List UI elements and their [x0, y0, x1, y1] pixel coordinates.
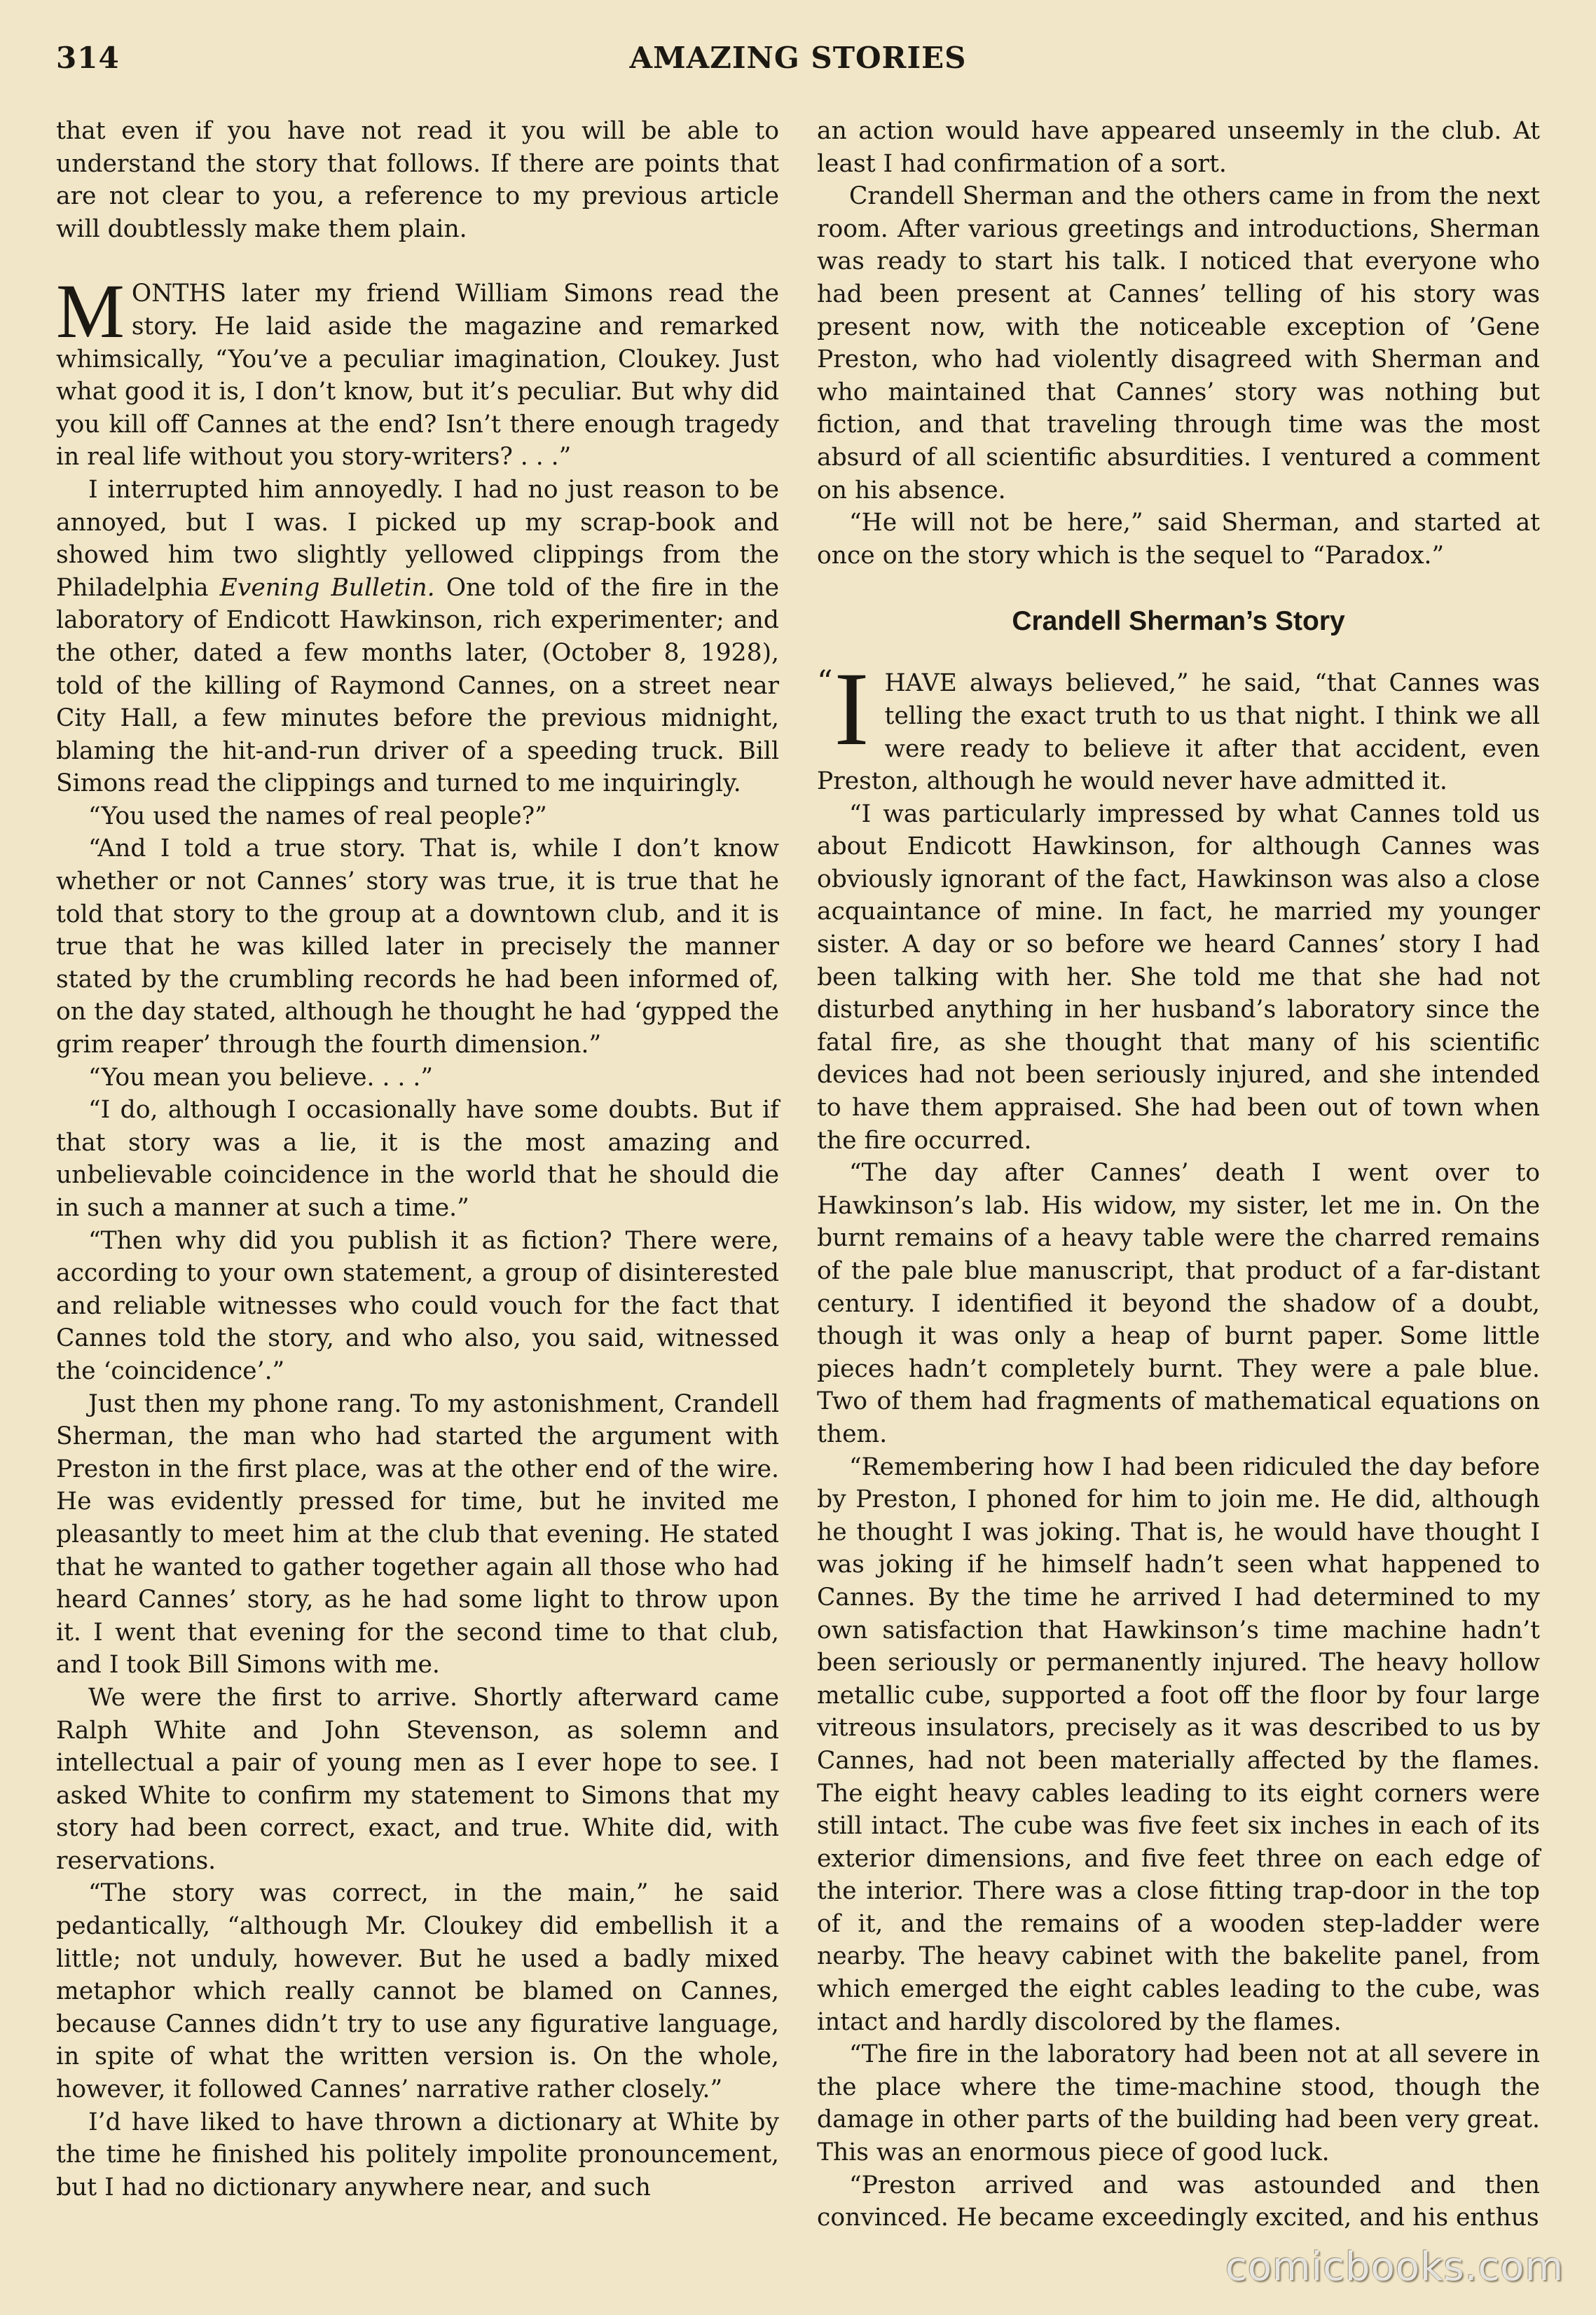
paragraph: “He will not be here,” said Sherman, and started at once on the story which is the sequel to “Paradox.” — [817, 509, 1540, 570]
paragraph: “You mean you believe. . . .” — [88, 1063, 433, 1092]
drop-cap-i: I — [834, 651, 869, 768]
watermark: comicbooks.com — [1225, 2244, 1564, 2290]
paragraph: “I do, although I occasionally have some doubts. But if that story was a lie, it is the most amazing and unbelievable coincidence in the world that he should die in such a manner at such a time.” — [56, 1096, 779, 1222]
paragraph: “The fire in the laboratory had been not at all severe in the place where the time-machine stood, though the damage in other parts of the building had been very great. This was an enormous piece of good luck. — [817, 2040, 1540, 2167]
paragraph: “I was particularly impressed by what Cannes told us about Endicott Hawkinson, for although Cannes was obviously ignorant of the fact, Hawkinson was also a close acquaintance of mine. In fact, he married my younger sister. A day or so before we heard Cannes’ story I had been talking with her. She told me that she had not disturbed anything in her husband’s laboratory since the fatal fire, as she thought that many of his scientific devices had not been seriously injured, and she intended to have them appraised. She had been out of town when the fire occurred. — [817, 799, 1540, 1155]
paragraph: “Then why did you publish it as fiction? There were, according to your own statement, a group of disinterested and reliable witnesses who could vouch for the fact that Cannes told the story, and who also, you said, witnessed the ‘coincidence’.” — [56, 1226, 779, 1385]
left-column — [56, 115, 779, 2204]
page-number: 314 — [56, 41, 120, 75]
story-opening-paragraph — [817, 651, 1540, 797]
drop-cap-quote: “ — [817, 664, 833, 701]
paragraph — [56, 474, 779, 800]
paragraph-text: I interrupted him annoyedly. I had no just reason to be annoyed, but I was. I picked up my scrap-book and showed him two slightly yellowed clippings from the Philadelphia — [56, 475, 779, 602]
newspaper-title: Evening Bulletin. — [219, 573, 435, 602]
section-title: Crandell Sherman’s Story — [1012, 606, 1345, 637]
paragraph: Crandell Sherman and the others came in from the next room. After various greetings and introductions, Sherman was ready to start his talk. I noticed that everyone who had been present at Cannes’ telling of his story was present now, with the noticeable exception of ’Gene Preston, who had violently disagreed with Sherman and who maintained that Cannes’ story was nothing but fiction, and that traveling through time was the most absurd of all scientific absurdities. I ventured a comment on his absence. — [817, 182, 1540, 504]
paragraph: “Preston arrived and was astounded and then convinced. He became exceedingly excited, and his enthus — [817, 2171, 1540, 2232]
paragraph-text: later my friend William Simons read the story. He laid aside the magazine and remarked whimsically, “You’ve a peculiar imagination, Cloukey. Just what good it is, I don’t know, but it’s peculiar. But why did you kill off Cannes at the end? Isn’t there enough tragedy in real life without you story-writers? . . .” — [56, 280, 779, 472]
paragraph: “The story was correct, in the main,” he said pedantically, “although Mr. Cloukey did embellish it a little; not unduly, however. But he used a badly mixed metaphor which really cannot be blamed on Cannes, because Cannes didn’t try to use any figurative language, in spite of what the written version is. On the whole, however, it followed Cannes’ narrative rather closely.” — [56, 1879, 779, 2104]
drop-cap-m: M — [56, 268, 125, 355]
page-header — [56, 41, 1540, 83]
paragraph-text: One told of the fire in the laboratory of Endicott Hawkinson, rich experimenter; and the other, dated a few months later, (October 8, 1928), told of the killing of Raymond Cannes, on a street near City Hall, a few minutes before the previous midnight, blaming the hit-and-run driver of a speeding truck. Bill Simons read the clippings and turned to me inquiringly. — [56, 573, 779, 798]
paragraph: We were the first to arrive. Shortly afterward came Ralph White and John Stevenson, as solemn and intellectual a pair of young men as I ever hope to see. I asked White to confirm my statement to Simons that my story had been correct, exact, and true. White did, with reservations. — [56, 1683, 779, 1875]
paragraph: I’d have liked to have thrown a dictionary at White by the time he finished his politely impolite pronouncement, but I had no dictionary anywhere near, and such — [56, 2108, 779, 2201]
paragraph: “And I told a true story. That is, while I don’t know whether or not Cannes’ story was true, it is true that he told that story to the group at a downtown club, and it is true that he was killed later in precisely the manner stated by the crumbling records he had been informed of, on the day stated, although he thought he had ‘gypped the grim reaper’ through the fourth dimension.” — [56, 834, 779, 1059]
paragraph: an action would have appeared unseemly in the club. At least I had confirmation of a sort. — [817, 117, 1540, 178]
right-column — [817, 115, 1540, 2234]
paragraph: Just then my phone rang. To my astonishment, Crandell Sherman, the man who had started the argument with Preston in the first place, was at the other end of the wire. He was evidently pressed for time, but he invited me pleasantly to meet him at the club that evening. He stated that he wanted to gather together again all those who had heard Cannes’ story, as he had some light to throw upon it. I went that evening for the second time to that club, and I took Bill Simons with me. — [56, 1389, 779, 1679]
paragraph: “The day after Cannes’ death I went over to Hawkinson’s lab. His widow, my sister, let me in. On the burnt remains of a heavy table were the charred remains of the pale blue manuscript, that product of a far-distant century. I identified it beyond the shadow of a doubt, though it was only a heap of burnt paper. Some little pieces hadn’t completely burnt. They were a pale blue. Two of them had fragments of mathematical equations on them. — [817, 1159, 1540, 1448]
paragraph-text: always believed,” he said, “that Cannes was telling the exact truth to us that night. I think we all were ready to believe it after that accident, even Preston, although he would never have admitted it. — [817, 669, 1540, 796]
opening-paragraph — [56, 268, 779, 474]
intro-paragraph: that even if you have not read it you will be able to understand the story that follows. If there are points that are not clear to you, a reference to my previous article will doubtlessly make them plain. — [56, 117, 779, 243]
paragraph: “You used the names of real people?” — [88, 802, 547, 830]
running-head: AMAZING STORIES — [629, 41, 967, 75]
drop-cap-rest: HAVE — [884, 669, 957, 698]
drop-cap-rest: ONTHS — [131, 280, 227, 308]
paragraph: “Remembering how I had been ridiculed the day before by Preston, I phoned for him to join me. He did, although he thought I was joking. That is, he would have thought I was joking if he himself hadn’t seen what happened to Cannes. By the time he arrived I had determined to my own satisfaction that Hawkinson’s time machine hadn’t been seriously or permanently injured. The heavy hollow metallic cube, supported a foot off the floor by four large vitreous insulators, precisely as it was described to us by Cannes, had not been materially affected by the flames. The eight heavy cables leading to its eight corners were still intact. The cube was five feet six inches in each of its exterior dimensions, and five feet three on each edge of the interior. There was a close fitting trap-door in the top of it, and the remains of a wooden step-ladder were nearby. The heavy cabinet with the bakelite panel, from which emerged the eight cables leading to the cube, was intact and hardly discolored by the flames. — [817, 1452, 1540, 2036]
